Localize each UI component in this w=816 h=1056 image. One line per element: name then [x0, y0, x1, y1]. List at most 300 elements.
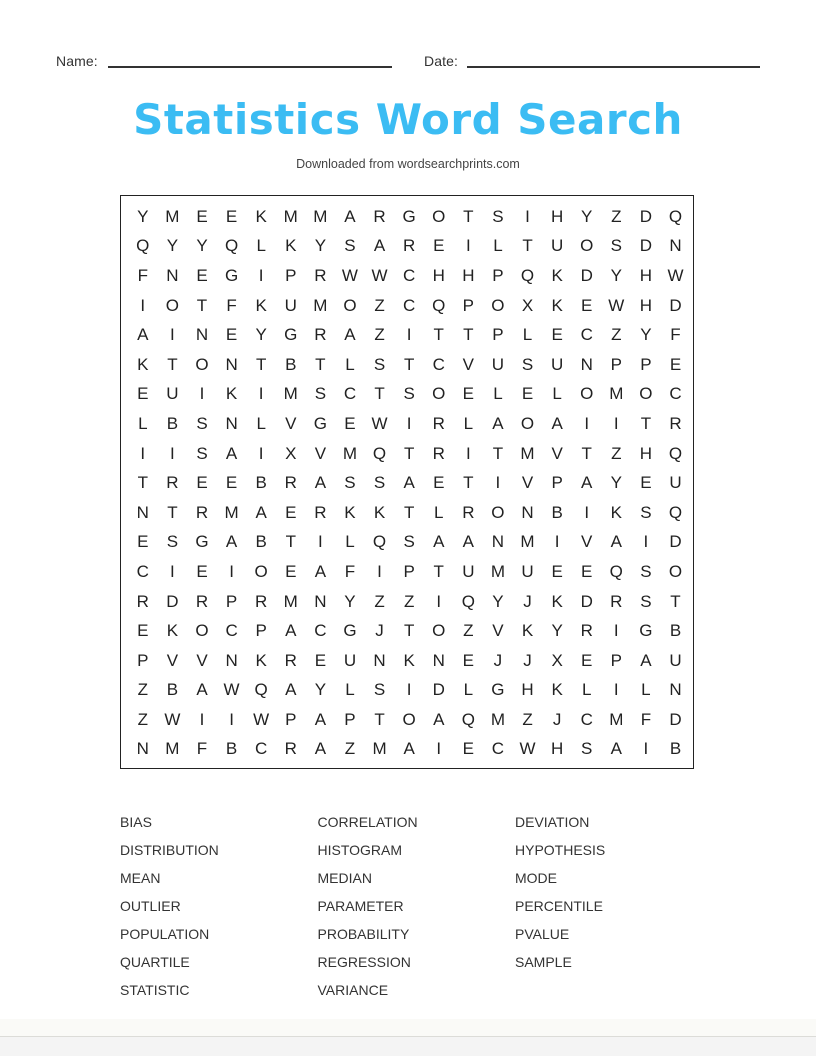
grid-letter[interactable]: Z: [463, 621, 474, 641]
grid-letter[interactable]: V: [166, 650, 179, 670]
grid-letter[interactable]: T: [374, 709, 385, 729]
grid-letter[interactable]: A: [225, 532, 238, 552]
grid-letter[interactable]: E: [581, 650, 593, 670]
grid-letter[interactable]: L: [345, 354, 355, 374]
grid-letter[interactable]: C: [403, 265, 416, 285]
grid-letter[interactable]: O: [639, 384, 653, 404]
grid-letter[interactable]: O: [491, 502, 505, 522]
grid-letter[interactable]: W: [371, 265, 388, 285]
grid-letter[interactable]: T: [463, 473, 474, 493]
grid-letter[interactable]: O: [343, 295, 357, 315]
grid-letter[interactable]: S: [581, 739, 593, 759]
grid-letter[interactable]: I: [377, 561, 382, 581]
grid-letter[interactable]: X: [285, 443, 297, 463]
grid-letter[interactable]: D: [639, 206, 653, 226]
grid-letter[interactable]: K: [403, 650, 415, 670]
grid-letter[interactable]: B: [285, 354, 297, 374]
grid-letter[interactable]: E: [462, 384, 474, 404]
grid-letter[interactable]: T: [285, 532, 296, 552]
grid-letter[interactable]: Y: [551, 621, 563, 641]
grid-letter[interactable]: R: [195, 591, 209, 611]
grid-letter[interactable]: M: [283, 206, 298, 226]
grid-letter[interactable]: P: [610, 354, 622, 374]
grid-letter[interactable]: I: [436, 739, 442, 759]
grid-letter[interactable]: L: [256, 413, 266, 433]
grid-letter[interactable]: A: [403, 473, 415, 493]
grid-letter[interactable]: O: [491, 295, 505, 315]
grid-letter[interactable]: P: [403, 561, 415, 581]
grid-letter[interactable]: R: [462, 502, 475, 522]
grid-letter[interactable]: K: [344, 502, 356, 522]
grid-letter[interactable]: T: [403, 621, 415, 641]
grid-letter[interactable]: H: [462, 265, 475, 285]
grid-letter[interactable]: A: [225, 443, 238, 463]
grid-letter[interactable]: B: [669, 739, 682, 759]
grid-letter[interactable]: K: [551, 295, 563, 315]
grid-letter[interactable]: Y: [137, 206, 149, 226]
grid-letter[interactable]: L: [463, 680, 474, 700]
grid-letter[interactable]: O: [195, 621, 209, 641]
grid-letter[interactable]: P: [551, 473, 563, 493]
grid-letter[interactable]: A: [137, 325, 149, 345]
grid-letter[interactable]: G: [313, 413, 327, 433]
grid-letter[interactable]: T: [315, 354, 326, 374]
grid-letter[interactable]: T: [374, 384, 385, 404]
grid-letter[interactable]: E: [581, 295, 593, 315]
grid-letter[interactable]: K: [166, 621, 179, 641]
grid-letter[interactable]: Q: [461, 591, 475, 611]
grid-letter[interactable]: R: [284, 473, 297, 493]
grid-letter[interactable]: M: [313, 295, 328, 315]
grid-letter[interactable]: L: [552, 384, 562, 404]
grid-letter[interactable]: V: [581, 532, 593, 552]
grid-letter[interactable]: Q: [668, 502, 683, 522]
grid-letter[interactable]: V: [285, 413, 297, 433]
grid-letter[interactable]: I: [170, 325, 175, 345]
grid-letter[interactable]: E: [314, 650, 327, 670]
grid-letter[interactable]: B: [551, 502, 563, 522]
grid-letter[interactable]: U: [462, 561, 475, 581]
grid-letter[interactable]: O: [432, 621, 446, 641]
grid-letter[interactable]: C: [343, 384, 357, 404]
grid-letter[interactable]: G: [491, 680, 505, 700]
grid-letter[interactable]: Q: [668, 206, 683, 226]
grid-letter[interactable]: S: [166, 532, 179, 552]
grid-letter[interactable]: B: [669, 621, 682, 641]
grid-letter[interactable]: I: [643, 739, 649, 759]
grid-letter[interactable]: C: [314, 621, 327, 641]
grid-letter[interactable]: E: [225, 473, 238, 493]
grid-letter[interactable]: P: [285, 265, 297, 285]
grid-letter[interactable]: R: [403, 236, 416, 256]
grid-letter[interactable]: T: [167, 354, 178, 374]
grid-letter[interactable]: F: [344, 561, 356, 581]
grid-letter[interactable]: W: [371, 413, 388, 433]
grid-letter[interactable]: K: [551, 265, 563, 285]
grid-letter[interactable]: A: [314, 709, 327, 729]
grid-letter[interactable]: E: [225, 206, 238, 226]
grid-letter[interactable]: Z: [344, 739, 356, 759]
grid-letter[interactable]: A: [344, 325, 356, 345]
grid-letter[interactable]: W: [223, 680, 240, 700]
grid-letter[interactable]: E: [581, 561, 593, 581]
grid-letter[interactable]: M: [283, 591, 298, 611]
grid-letter[interactable]: W: [519, 739, 536, 759]
grid-letter[interactable]: P: [492, 325, 504, 345]
grid-letter[interactable]: K: [255, 650, 267, 670]
grid-letter[interactable]: Y: [196, 236, 208, 256]
grid-letter[interactable]: O: [432, 384, 446, 404]
grid-letter[interactable]: K: [285, 236, 297, 256]
grid-letter[interactable]: E: [669, 354, 682, 374]
grid-letter[interactable]: U: [521, 561, 534, 581]
grid-letter[interactable]: E: [551, 325, 563, 345]
grid-letter[interactable]: N: [225, 650, 238, 670]
grid-letter[interactable]: E: [196, 206, 208, 226]
grid-letter[interactable]: I: [229, 709, 234, 729]
grid-letter[interactable]: O: [580, 236, 594, 256]
grid-letter[interactable]: J: [552, 709, 562, 729]
grid-letter[interactable]: Q: [254, 680, 268, 700]
grid-letter[interactable]: R: [136, 591, 149, 611]
grid-letter[interactable]: D: [580, 591, 593, 611]
grid-letter[interactable]: Q: [668, 443, 683, 463]
grid-letter[interactable]: I: [465, 443, 471, 463]
grid-letter[interactable]: V: [462, 354, 474, 374]
grid-letter[interactable]: N: [225, 354, 238, 374]
grid-letter[interactable]: H: [639, 295, 653, 315]
grid-letter[interactable]: C: [669, 384, 682, 404]
grid-letter[interactable]: O: [402, 709, 416, 729]
grid-letter[interactable]: G: [639, 621, 653, 641]
grid-letter[interactable]: D: [580, 265, 593, 285]
grid-letter[interactable]: I: [436, 591, 442, 611]
grid-letter[interactable]: T: [581, 443, 592, 463]
grid-letter[interactable]: W: [608, 295, 625, 315]
grid-letter[interactable]: W: [164, 709, 181, 729]
grid-letter[interactable]: R: [432, 443, 445, 463]
grid-letter[interactable]: I: [613, 680, 619, 700]
grid-letter[interactable]: I: [554, 532, 560, 552]
grid-letter[interactable]: B: [255, 532, 267, 552]
grid-letter[interactable]: U: [550, 354, 564, 374]
grid-letter[interactable]: L: [434, 502, 444, 522]
grid-letter[interactable]: I: [199, 384, 205, 404]
grid-letter[interactable]: D: [669, 709, 682, 729]
grid-letter[interactable]: I: [317, 532, 323, 552]
grid-letter[interactable]: F: [640, 709, 652, 729]
grid-letter[interactable]: A: [551, 413, 563, 433]
grid-letter[interactable]: V: [551, 443, 563, 463]
grid-letter[interactable]: D: [166, 591, 179, 611]
grid-letter[interactable]: C: [491, 739, 505, 759]
grid-letter[interactable]: L: [463, 413, 474, 433]
grid-letter[interactable]: E: [137, 532, 149, 552]
grid-letter[interactable]: T: [403, 354, 415, 374]
grid-letter[interactable]: Y: [610, 265, 622, 285]
grid-letter[interactable]: B: [255, 473, 267, 493]
grid-letter[interactable]: W: [253, 709, 270, 729]
grid-letter[interactable]: Y: [314, 680, 327, 700]
grid-letter[interactable]: N: [669, 680, 682, 700]
grid-letter[interactable]: E: [640, 473, 652, 493]
grid-letter[interactable]: I: [465, 236, 471, 256]
grid-letter[interactable]: Z: [137, 709, 148, 729]
grid-letter[interactable]: E: [521, 384, 534, 404]
grid-letter[interactable]: A: [610, 532, 622, 552]
grid-letter[interactable]: I: [258, 443, 264, 463]
grid-letter[interactable]: K: [225, 384, 238, 404]
grid-letter[interactable]: N: [195, 325, 209, 345]
grid-letter[interactable]: E: [196, 265, 208, 285]
grid-letter[interactable]: V: [492, 621, 504, 641]
grid-letter[interactable]: F: [670, 325, 681, 345]
grid-letter[interactable]: C: [432, 354, 445, 374]
grid-letter[interactable]: Q: [372, 443, 387, 463]
grid-letter[interactable]: Q: [461, 709, 475, 729]
grid-letter[interactable]: S: [196, 443, 208, 463]
grid-letter[interactable]: N: [580, 354, 593, 374]
grid-letter[interactable]: M: [313, 206, 328, 226]
grid-letter[interactable]: U: [550, 236, 564, 256]
grid-letter[interactable]: T: [196, 295, 208, 315]
grid-letter[interactable]: Y: [492, 591, 504, 611]
grid-letter[interactable]: E: [285, 502, 297, 522]
grid-letter[interactable]: Y: [581, 206, 593, 226]
grid-letter[interactable]: Q: [372, 532, 387, 552]
grid-letter[interactable]: Z: [374, 325, 385, 345]
grid-letter[interactable]: T: [433, 325, 444, 345]
grid-letter[interactable]: S: [521, 354, 534, 374]
grid-letter[interactable]: A: [285, 621, 297, 641]
grid-letter[interactable]: A: [196, 680, 208, 700]
grid-letter[interactable]: H: [432, 265, 445, 285]
grid-letter[interactable]: K: [521, 621, 534, 641]
grid-letter[interactable]: G: [343, 621, 357, 641]
grid-letter[interactable]: F: [196, 739, 208, 759]
grid-letter[interactable]: S: [373, 354, 386, 374]
grid-letter[interactable]: S: [640, 561, 652, 581]
grid-letter[interactable]: O: [254, 561, 268, 581]
grid-letter[interactable]: D: [669, 532, 682, 552]
grid-letter[interactable]: M: [224, 502, 239, 522]
grid-letter[interactable]: T: [403, 443, 415, 463]
grid-letter[interactable]: I: [613, 413, 619, 433]
grid-letter[interactable]: K: [551, 680, 563, 700]
grid-letter[interactable]: S: [373, 473, 386, 493]
grid-letter[interactable]: S: [403, 384, 415, 404]
grid-letter[interactable]: P: [462, 295, 474, 315]
grid-letter[interactable]: X: [551, 650, 563, 670]
grid-letter[interactable]: K: [255, 295, 267, 315]
grid-letter[interactable]: R: [314, 502, 327, 522]
grid-letter[interactable]: M: [609, 384, 624, 404]
grid-letter[interactable]: W: [341, 265, 358, 285]
grid-letter[interactable]: E: [462, 739, 474, 759]
grid-letter[interactable]: U: [284, 295, 297, 315]
grid-letter[interactable]: X: [521, 295, 534, 315]
grid-letter[interactable]: A: [314, 739, 327, 759]
grid-letter[interactable]: I: [170, 561, 175, 581]
grid-letter[interactable]: A: [433, 709, 445, 729]
grid-letter[interactable]: F: [137, 265, 148, 285]
grid-letter[interactable]: N: [136, 739, 149, 759]
grid-letter[interactable]: C: [580, 325, 593, 345]
grid-letter[interactable]: N: [136, 502, 149, 522]
grid-letter[interactable]: C: [255, 739, 268, 759]
grid-letter[interactable]: G: [224, 265, 239, 285]
grid-letter[interactable]: N: [373, 650, 386, 670]
grid-letter[interactable]: E: [433, 236, 445, 256]
grid-letter[interactable]: I: [584, 502, 590, 522]
grid-letter[interactable]: E: [225, 325, 238, 345]
grid-letter[interactable]: E: [551, 561, 563, 581]
grid-letter[interactable]: A: [433, 532, 445, 552]
grid-letter[interactable]: I: [525, 206, 530, 226]
grid-letter[interactable]: I: [170, 443, 175, 463]
grid-letter[interactable]: Q: [432, 295, 446, 315]
grid-letter[interactable]: O: [432, 206, 446, 226]
grid-letter[interactable]: I: [406, 325, 412, 345]
grid-letter[interactable]: K: [255, 206, 267, 226]
grid-letter[interactable]: T: [137, 473, 148, 493]
grid-letter[interactable]: T: [255, 354, 267, 374]
grid-letter[interactable]: Y: [640, 325, 652, 345]
grid-letter[interactable]: S: [344, 473, 356, 493]
grid-letter[interactable]: I: [406, 680, 412, 700]
grid-letter[interactable]: M: [342, 443, 358, 463]
grid-letter[interactable]: T: [492, 443, 504, 463]
grid-letter[interactable]: I: [258, 265, 264, 285]
grid-letter[interactable]: D: [669, 295, 682, 315]
grid-letter[interactable]: E: [433, 473, 445, 493]
grid-letter[interactable]: Y: [610, 473, 622, 493]
grid-letter[interactable]: H: [550, 739, 564, 759]
grid-letter[interactable]: S: [344, 236, 356, 256]
grid-letter[interactable]: J: [493, 650, 503, 670]
grid-letter[interactable]: Z: [611, 325, 622, 345]
grid-letter[interactable]: T: [640, 413, 652, 433]
grid-letter[interactable]: I: [140, 295, 146, 315]
grid-letter[interactable]: S: [492, 206, 504, 226]
grid-letter[interactable]: A: [314, 473, 327, 493]
grid-letter[interactable]: N: [432, 650, 445, 670]
grid-letter[interactable]: P: [610, 650, 622, 670]
grid-letter[interactable]: A: [403, 739, 415, 759]
grid-letter[interactable]: L: [522, 325, 533, 345]
grid-letter[interactable]: T: [167, 502, 178, 522]
grid-letter[interactable]: I: [140, 443, 146, 463]
grid-letter[interactable]: M: [283, 384, 298, 404]
grid-letter[interactable]: E: [196, 561, 208, 581]
grid-letter[interactable]: S: [196, 413, 208, 433]
grid-letter[interactable]: O: [520, 413, 535, 433]
grid-letter[interactable]: U: [669, 473, 682, 493]
grid-letter[interactable]: Y: [166, 236, 179, 256]
grid-letter[interactable]: Z: [374, 591, 385, 611]
grid-letter[interactable]: T: [463, 325, 474, 345]
grid-letter[interactable]: K: [137, 354, 149, 374]
grid-letter[interactable]: F: [226, 295, 237, 315]
grid-letter[interactable]: N: [669, 236, 682, 256]
grid-letter[interactable]: L: [493, 384, 503, 404]
grid-letter[interactable]: Q: [136, 236, 150, 256]
grid-letter[interactable]: M: [372, 739, 387, 759]
grid-letter[interactable]: H: [639, 265, 653, 285]
grid-letter[interactable]: C: [403, 295, 416, 315]
grid-letter[interactable]: Z: [522, 709, 533, 729]
grid-letter[interactable]: Z: [403, 591, 415, 611]
grid-letter[interactable]: N: [166, 265, 179, 285]
grid-letter[interactable]: Y: [314, 236, 327, 256]
grid-letter[interactable]: K: [551, 591, 563, 611]
grid-letter[interactable]: R: [255, 591, 268, 611]
grid-letter[interactable]: R: [432, 413, 445, 433]
grid-letter[interactable]: U: [343, 650, 357, 670]
grid-letter[interactable]: R: [373, 206, 386, 226]
grid-letter[interactable]: R: [284, 650, 297, 670]
grid-letter[interactable]: I: [229, 561, 234, 581]
grid-letter[interactable]: O: [195, 354, 209, 374]
grid-letter[interactable]: K: [610, 502, 622, 522]
grid-letter[interactable]: D: [432, 680, 445, 700]
grid-letter[interactable]: P: [492, 265, 504, 285]
grid-letter[interactable]: L: [256, 236, 266, 256]
grid-letter[interactable]: Q: [609, 561, 623, 581]
grid-letter[interactable]: J: [523, 591, 532, 611]
grid-letter[interactable]: J: [375, 621, 384, 641]
grid-letter[interactable]: V: [521, 473, 534, 493]
grid-letter[interactable]: B: [225, 739, 238, 759]
grid-letter[interactable]: L: [581, 680, 592, 700]
grid-letter[interactable]: E: [137, 384, 149, 404]
grid-letter[interactable]: P: [640, 354, 652, 374]
grid-letter[interactable]: R: [314, 265, 327, 285]
grid-letter[interactable]: P: [285, 709, 297, 729]
grid-letter[interactable]: T: [403, 502, 415, 522]
grid-letter[interactable]: Z: [374, 295, 385, 315]
grid-letter[interactable]: Z: [137, 680, 148, 700]
grid-letter[interactable]: N: [225, 413, 238, 433]
grid-letter[interactable]: I: [258, 384, 264, 404]
grid-letter[interactable]: V: [314, 443, 327, 463]
grid-letter[interactable]: M: [165, 206, 180, 226]
grid-letter[interactable]: L: [345, 532, 355, 552]
grid-letter[interactable]: M: [520, 443, 535, 463]
grid-letter[interactable]: T: [433, 561, 444, 581]
grid-letter[interactable]: G: [195, 532, 209, 552]
grid-letter[interactable]: S: [373, 680, 386, 700]
grid-letter[interactable]: V: [196, 650, 208, 670]
grid-letter[interactable]: B: [166, 413, 179, 433]
grid-letter[interactable]: H: [521, 680, 534, 700]
grid-letter[interactable]: A: [462, 532, 474, 552]
grid-letter[interactable]: E: [196, 473, 208, 493]
grid-letter[interactable]: A: [640, 650, 652, 670]
grid-letter[interactable]: S: [640, 591, 652, 611]
grid-letter[interactable]: A: [344, 206, 356, 226]
grid-letter[interactable]: G: [284, 325, 298, 345]
grid-letter[interactable]: S: [640, 502, 652, 522]
grid-letter[interactable]: A: [285, 680, 297, 700]
grid-letter[interactable]: E: [137, 621, 149, 641]
grid-letter[interactable]: I: [406, 413, 412, 433]
grid-letter[interactable]: R: [610, 591, 623, 611]
grid-letter[interactable]: Y: [255, 325, 267, 345]
grid-letter[interactable]: N: [314, 591, 327, 611]
grid-letter[interactable]: O: [580, 384, 594, 404]
grid-letter[interactable]: O: [165, 295, 179, 315]
